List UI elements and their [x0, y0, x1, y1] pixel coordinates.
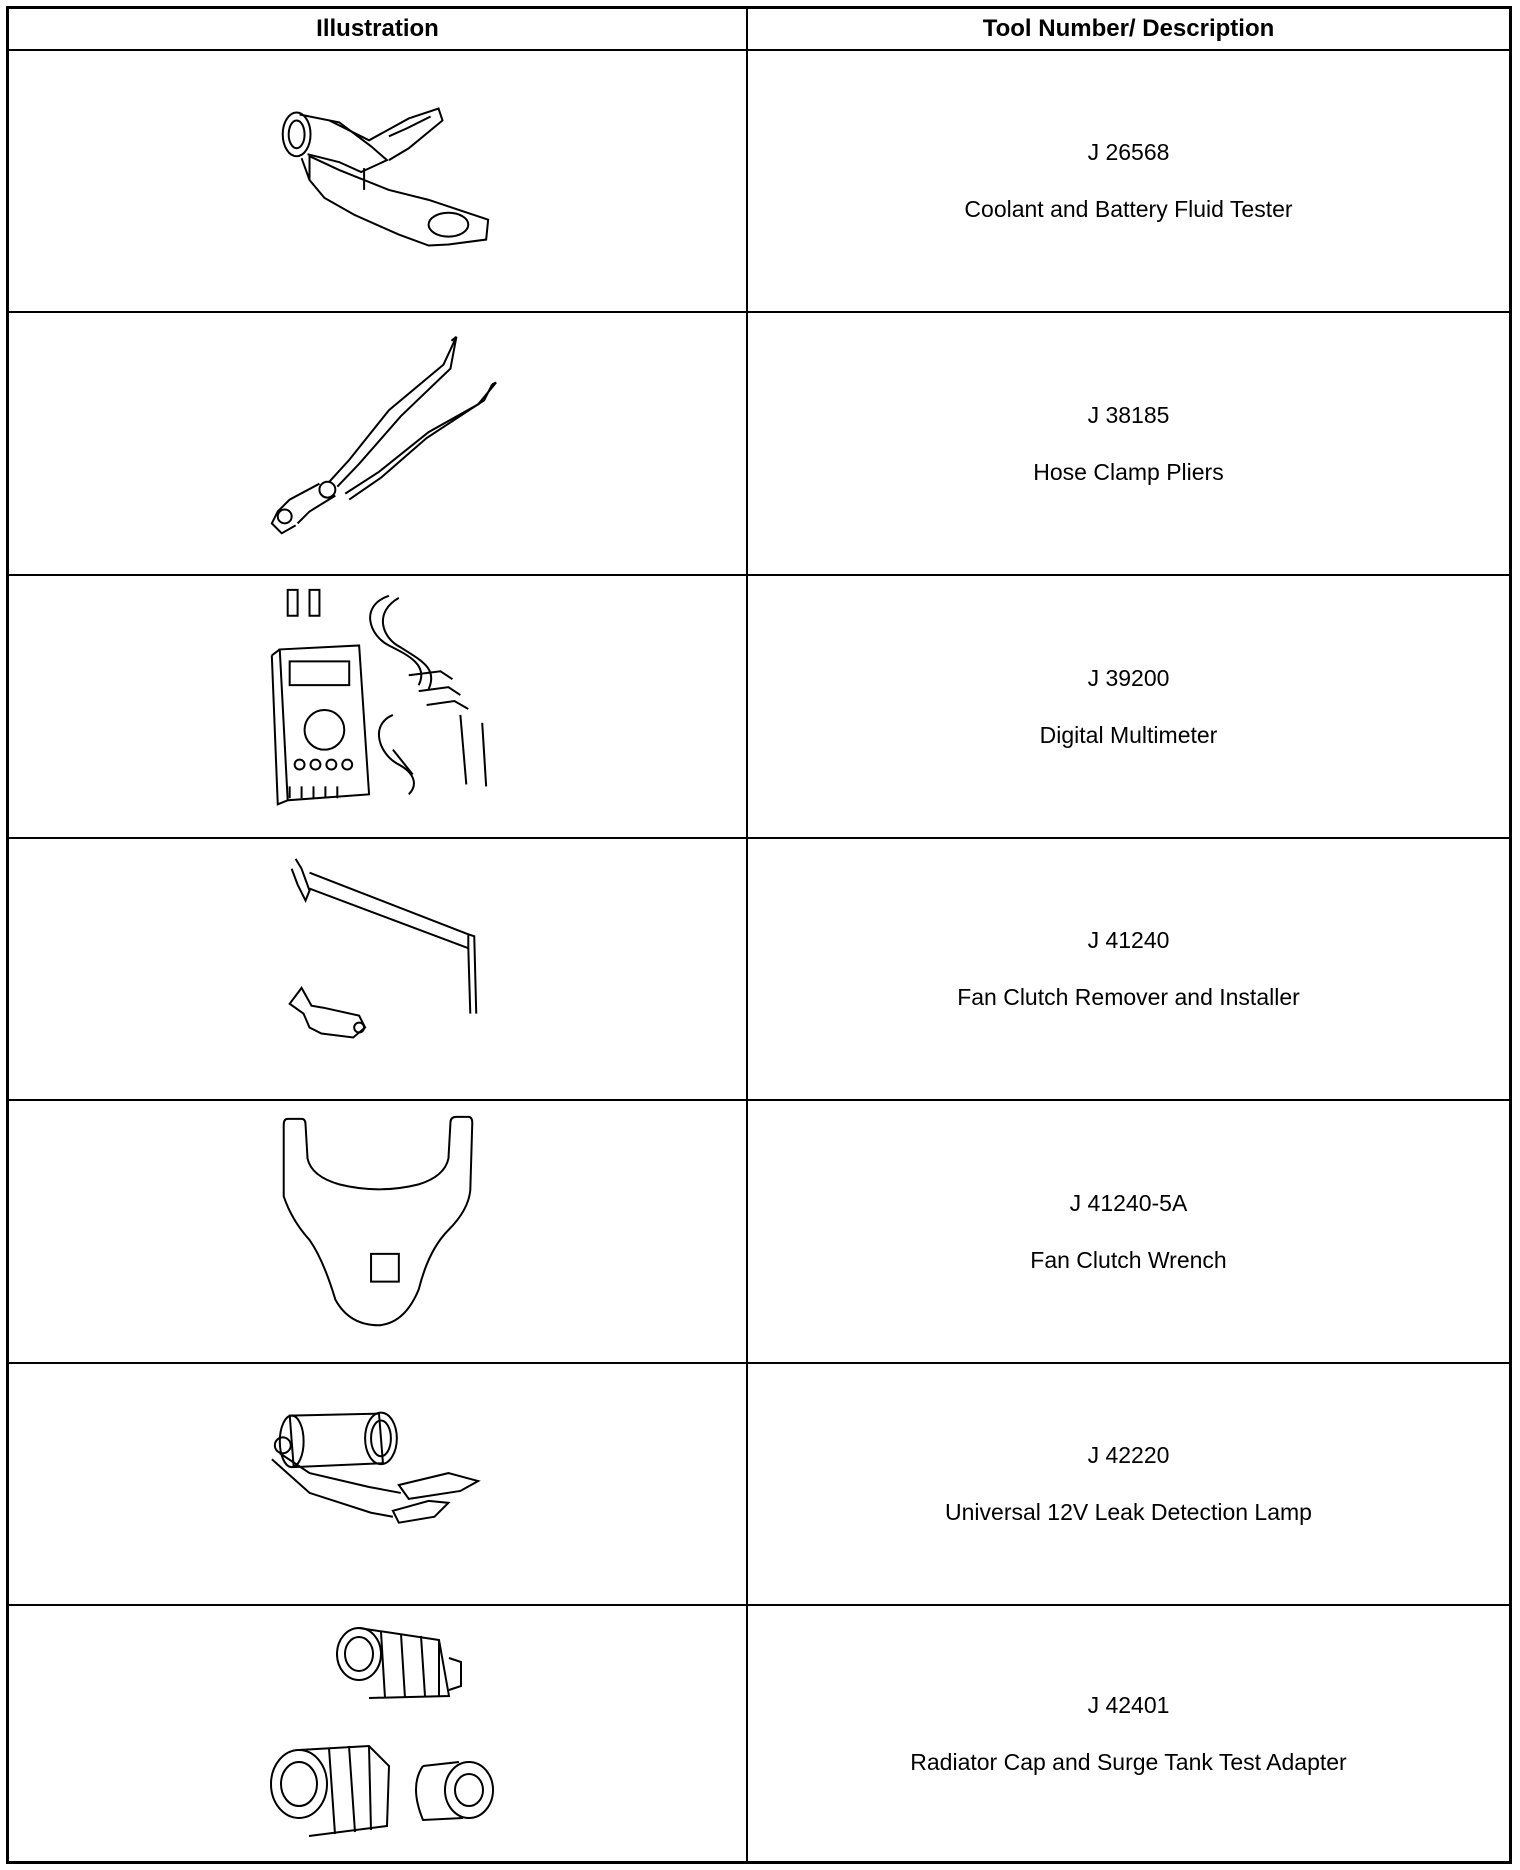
table-row [9, 1364, 1509, 1606]
table-row [9, 1101, 1509, 1364]
tool-number: J 26568 [1087, 139, 1170, 165]
tool-description: Digital Multimeter [1039, 721, 1218, 748]
tool-description: Radiator Cap and Surge Tank Test Adapter [910, 1748, 1347, 1775]
leak-detection-lamp-icon [9, 1364, 746, 1604]
tool-cell [748, 1606, 1509, 1861]
table-row [9, 51, 1509, 313]
tool-number: J 41240-5A [1069, 1189, 1188, 1216]
header-tool-description: Tool Number/ Description [982, 15, 1275, 42]
tool-description: Universal 12V Leak Detection Lamp [945, 1499, 1312, 1525]
tool-number: J 39200 [1087, 664, 1170, 691]
tool-cell [748, 576, 1509, 837]
tool-description: Hose Clamp Pliers [1033, 458, 1224, 485]
tool-description: Fan Clutch Wrench [1030, 1246, 1227, 1273]
fan-clutch-wrench-icon [9, 1101, 746, 1362]
table-row [9, 313, 1509, 576]
tool-cell [748, 1101, 1509, 1362]
tool-number: J 41240 [1087, 927, 1170, 953]
tool-cell [748, 51, 1509, 311]
table-row [9, 1606, 1509, 1861]
tool-number: J 42220 [1087, 1442, 1170, 1468]
special-tools-table [6, 6, 1512, 1864]
coolant-tester-icon [9, 51, 746, 311]
tool-cell [748, 313, 1509, 574]
tool-cell [748, 1364, 1509, 1604]
hose-clamp-pliers-icon [9, 313, 746, 574]
table-row [9, 576, 1509, 839]
digital-multimeter-icon [9, 576, 746, 837]
tool-number: J 42401 [1087, 1691, 1170, 1718]
header-illustration: Illustration [316, 15, 439, 42]
tool-cell [748, 839, 1509, 1099]
tool-description: Coolant and Battery Fluid Tester [964, 196, 1293, 222]
test-adapter-icon [9, 1606, 746, 1861]
tool-description: Fan Clutch Remover and Installer [957, 984, 1300, 1010]
table-row [9, 839, 1509, 1101]
table-header [9, 9, 1509, 51]
fan-clutch-remover-icon [9, 839, 746, 1099]
tool-number: J 38185 [1087, 401, 1170, 428]
